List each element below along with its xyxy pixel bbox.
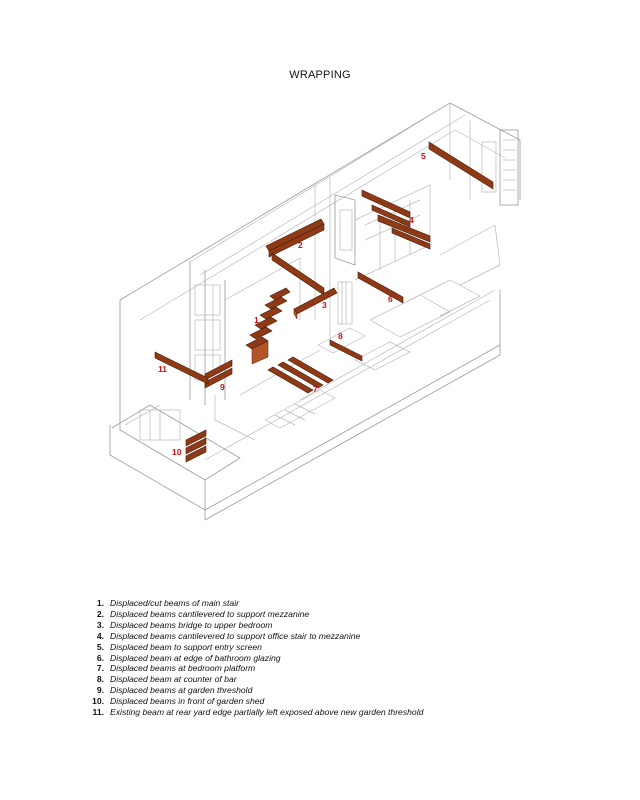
legend-item: 2. Displaced beams cantilevered to support mezzanine — [96, 608, 310, 619]
beam-group-1 — [246, 288, 290, 364]
beam-group-9 — [205, 360, 232, 388]
label-1: 1 — [254, 315, 259, 325]
label-2: 2 — [298, 240, 303, 250]
label-5: 5 — [421, 151, 426, 161]
legend-item: 3. Displaced beams bridge to upper bedroom — [96, 619, 273, 630]
beam-group-10 — [186, 430, 206, 462]
label-3: 3 — [322, 300, 327, 310]
legend-item: 1. Displaced/cut beams of main stair — [96, 598, 239, 608]
legend-item: 5. Displaced beam to support entry screen — [96, 641, 262, 652]
label-10: 10 — [172, 447, 182, 457]
label-4: 4 — [409, 215, 414, 225]
page-title: WRAPPING — [289, 69, 351, 81]
legend-item: 4. Displaced beams cantilevered to support office stair to mezzanine — [96, 630, 361, 641]
legend-item: 6. Displaced beam at edge of bathroom glazing — [96, 652, 281, 663]
legend-item: 9. Displaced beams at garden threshold — [96, 685, 253, 696]
legend-item: 8. Displaced beam at counter of bar — [96, 674, 237, 685]
beam-group-7 — [268, 357, 333, 393]
beam-group-4 — [362, 190, 430, 249]
label-9: 9 — [220, 382, 225, 392]
beam-6 — [358, 272, 403, 303]
beam-8 — [330, 340, 362, 361]
label-11: 11 — [158, 364, 167, 374]
beam-group-3 — [294, 288, 337, 319]
beam-5 — [429, 142, 493, 189]
legend-list — [92, 598, 612, 718]
label-8: 8 — [338, 331, 343, 341]
label-7: 7 — [313, 384, 318, 394]
label-6: 6 — [388, 294, 393, 304]
legend-item: 7. Displaced beams at bedroom platform — [96, 663, 256, 674]
legend-item: 11. Existing beam at rear yard edge partially left exposed above new garden threshold — [92, 707, 424, 718]
legend-item: 10. Displaced beams in front of garden shed — [92, 696, 265, 707]
